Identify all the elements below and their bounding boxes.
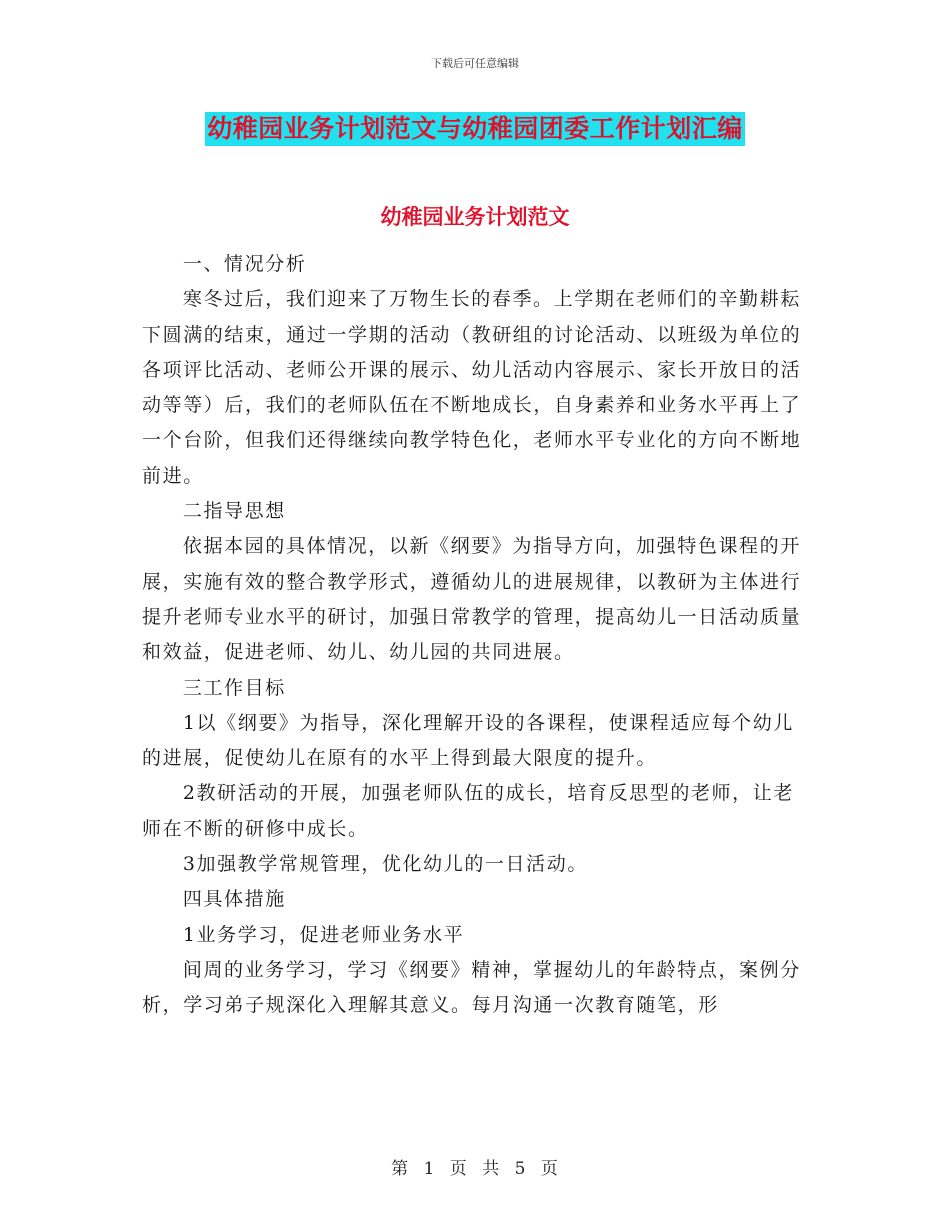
document-body <box>142 247 812 1024</box>
paragraph: 2教研活动的开展，加强老师队伍的成长，培育反思型的老师，让老师在不断的研修中成长。 <box>142 782 794 840</box>
header-note: 下载后可任意编辑 <box>431 57 519 70</box>
paragraph: 1以《纲要》为指导，深化理解开设的各课程，使课程适应每个幼儿的进展，促使幼儿在原有的水平上得到最大限度的提升。 <box>142 711 794 770</box>
page-footer <box>0 1154 950 1179</box>
footer-total-prefix: 共 <box>482 1159 501 1179</box>
paragraph: 一、情况分析 <box>182 253 307 275</box>
section-title: 幼稚园业务计划范文 <box>380 205 570 229</box>
document-title-wrap <box>0 112 950 146</box>
footer-total-pages: 5 <box>514 1159 527 1179</box>
paragraph: 1业务学习，促进老师业务水平 <box>182 923 465 946</box>
paragraph: 三工作目标 <box>182 676 286 699</box>
paragraph: 二指导思想 <box>182 500 286 523</box>
footer-current-page: 1 <box>423 1159 436 1179</box>
paragraph: 四具体措施 <box>182 888 286 911</box>
paragraph: 依据本园的具体情况，以新《纲要》为指导方向，加强特色课程的开展，实施有效的整合教学形式，遵循幼儿的进展规律，以教研为主体进行提升老师专业水平的研讨，加强日常教学的管理，提高幼儿一日活动质量和效益，促进老师、幼儿、幼儿园的共同进展。 <box>142 535 802 664</box>
paragraph: 寒冬过后，我们迎来了万物生长的春季。上学期在老师们的辛勤耕耘下圆满的结束，通过一学期的活动（教研组的讨论活动、以班级为单位的各项评比活动、老师公开课的展示、幼儿活动内容展示、家长开放日的活动等等）后，我们的老师队伍在不断地成长，自身素养和业务水平再上了一个台阶，但我们还得继续向教学特色化，老师水平专业化的方向不断地前进。 <box>142 288 802 487</box>
footer-prefix: 第 <box>391 1159 410 1179</box>
footer-page-label: 页 <box>449 1159 468 1179</box>
paragraph: 间周的业务学习，学习《纲要》精神，掌握幼儿的年龄特点，案例分析，学习弟子规深化入理解其意义。每月沟通一次教育随笔，形 <box>142 958 801 1017</box>
footer-total-label: 页 <box>540 1159 559 1179</box>
paragraph: 3加强教学常规管理，优化幼儿的一日活动。 <box>182 853 588 876</box>
document-title: 幼稚园业务计划范文与幼稚园团委工作计划汇编 <box>205 112 745 146</box>
